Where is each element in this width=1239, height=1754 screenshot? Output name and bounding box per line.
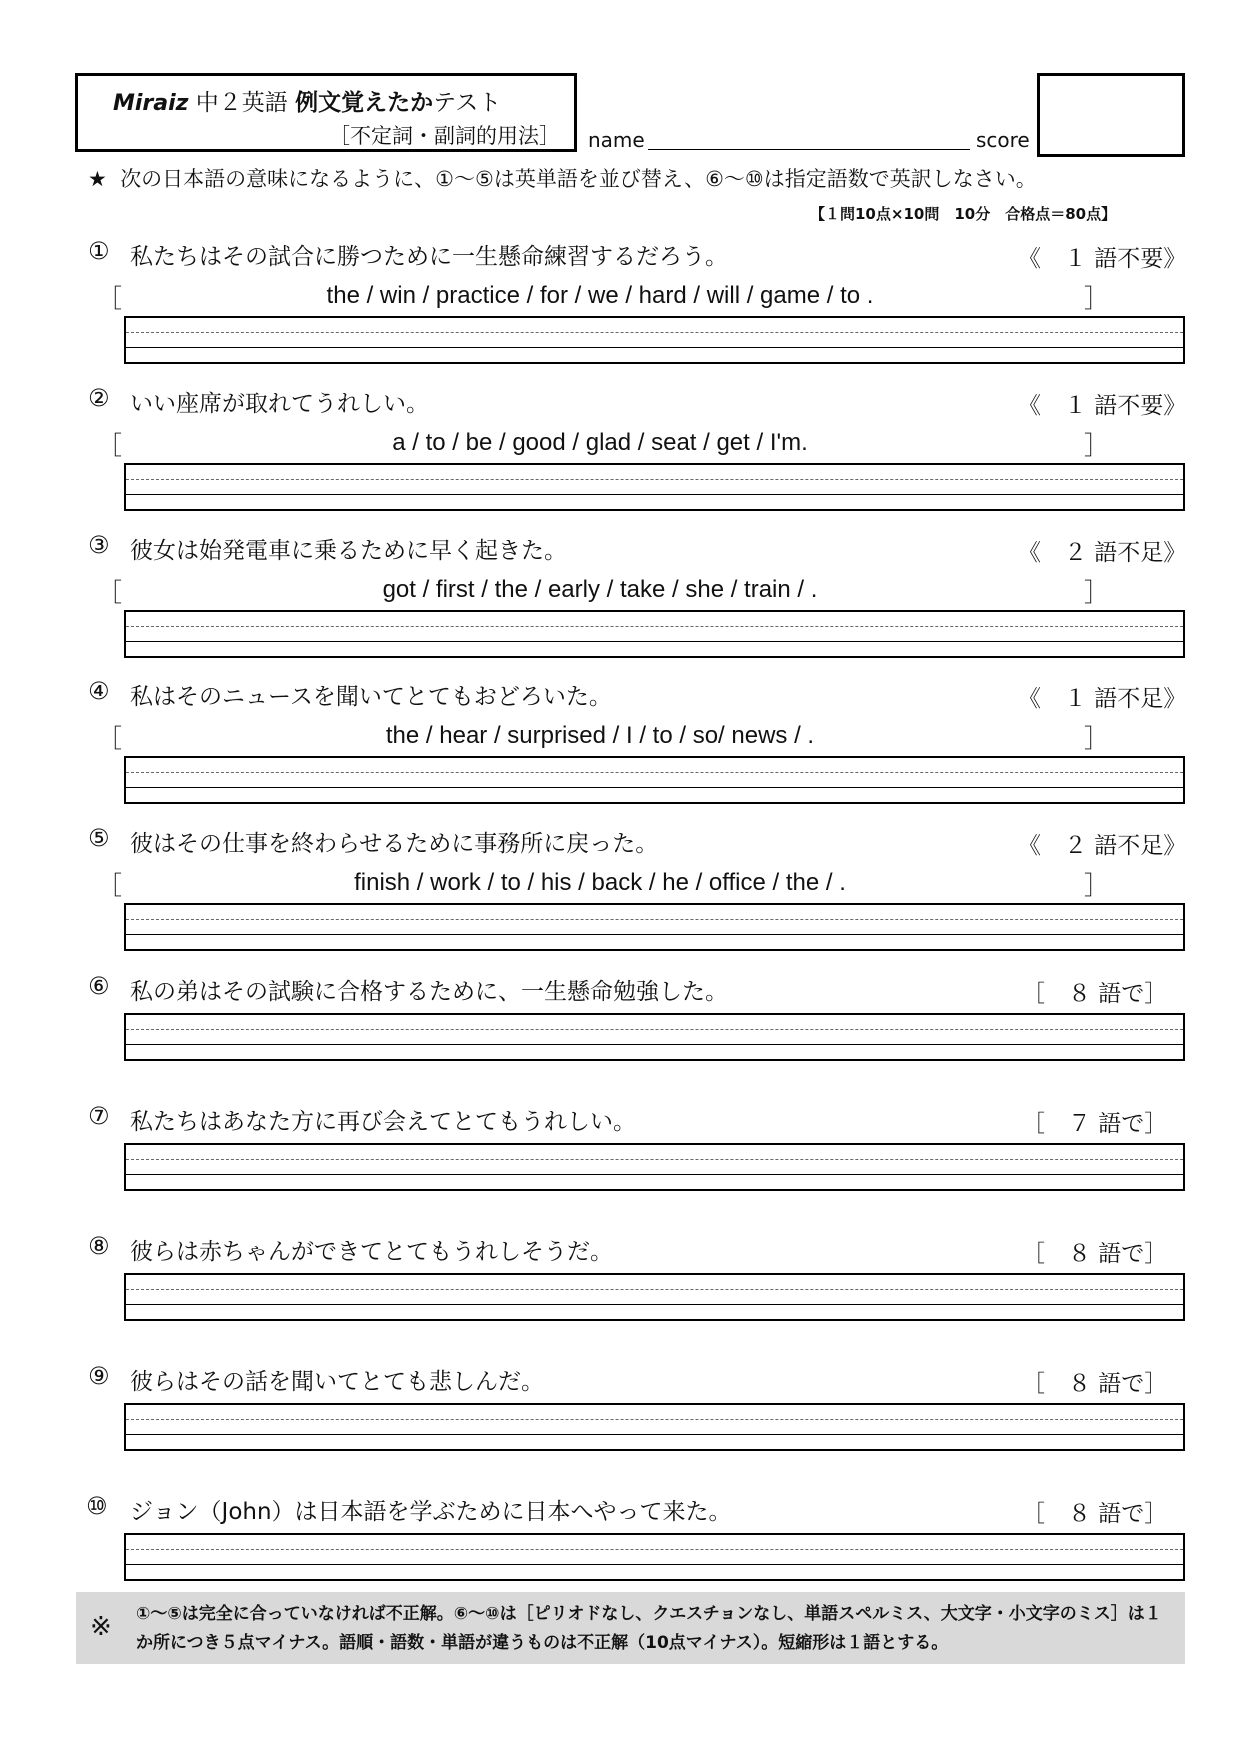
bracket-open: ［: [97, 871, 123, 900]
test-name-bold: 例文覚えたか: [295, 90, 434, 116]
name-label: name: [588, 128, 645, 152]
answer-box[interactable]: [124, 463, 1185, 511]
topic-label: ［不定詞・副詞的用法］: [329, 124, 560, 148]
question-japanese: 私たちはその試合に勝つために一生懸命練習するだろう。: [130, 244, 728, 270]
question-japanese: いい座席が取れてうれしい。: [130, 391, 429, 417]
question-number: ⑨: [88, 1362, 110, 1390]
title-box: [75, 73, 577, 152]
question-condition: 《 １ 語不要》: [1018, 393, 1187, 419]
question-condition: ［ ７ 語で］: [1022, 1111, 1168, 1137]
question-japanese: 彼女は始発電車に乗るために早く起きた。: [130, 538, 567, 564]
grading-note: [76, 1592, 1185, 1664]
answer-box[interactable]: [124, 1143, 1185, 1191]
question-condition: 《 ２ 語不足》: [1018, 540, 1187, 566]
note-text: ①〜⑤は完全に合っていなければ不正解。⑥〜⑩は［ピリオドなし、クエスチョンなし、単語スペルミス、大文字・小文字のミス］は１か所につき５点マイナス。語順・語数・単語が違うものは不正解（10点マイナス）。短縮形は１語とする。: [136, 1604, 1162, 1653]
question-condition: 《 １ 語不足》: [1018, 686, 1187, 712]
word-list: got / first / the / early / take / she / train / .: [382, 576, 818, 603]
answer-box[interactable]: [124, 1013, 1185, 1061]
question-number: ③: [88, 531, 110, 559]
question-condition: ［ ８ 語で］: [1022, 1371, 1168, 1397]
question-number: ⑥: [88, 972, 110, 1000]
answer-box[interactable]: [124, 903, 1185, 951]
test-name-rest: テスト: [433, 90, 502, 116]
score-field[interactable]: [1037, 73, 1185, 157]
question-number: ②: [88, 384, 110, 412]
test-title: [113, 84, 501, 117]
question-condition: 《 １ 語不要》: [1018, 246, 1187, 272]
bracket-open: ［: [97, 284, 123, 313]
question-japanese: 彼はその仕事を終わらせるために事務所に戻った。: [130, 831, 659, 857]
bracket-close: ］: [1084, 871, 1110, 900]
score-label: score: [976, 128, 1030, 152]
question-condition: ［ ８ 語で］: [1022, 981, 1168, 1007]
question-condition: 《 ２ 語不足》: [1018, 833, 1187, 859]
word-list: a / to / be / good / glad / seat / get / I'm.: [392, 429, 808, 456]
brand-logo: Miraiz: [113, 91, 189, 116]
answer-box[interactable]: [124, 610, 1185, 658]
question-number: ⑩: [86, 1492, 108, 1520]
question-number: ④: [88, 677, 110, 705]
star-icon: ★: [88, 167, 107, 191]
bracket-open: ［: [97, 724, 123, 753]
bracket-open: ［: [97, 431, 123, 460]
question-number: ⑧: [88, 1232, 110, 1260]
question-condition: ［ ８ 語で］: [1022, 1501, 1168, 1527]
question-japanese: 私の弟はその試験に合格するために、一生懸命勉強した。: [130, 979, 728, 1005]
word-list: the / win / practice / for / we / hard / will / game / to .: [326, 282, 874, 309]
question-japanese: 私たちはあなた方に再び会えてとてもうれしい。: [130, 1109, 636, 1135]
question-japanese: 彼らは赤ちゃんができてとてもうれしそうだ。: [130, 1239, 613, 1265]
answer-box[interactable]: [124, 316, 1185, 364]
word-list: finish / work / to / his / back / he / office / the / .: [354, 869, 846, 896]
bracket-close: ］: [1084, 431, 1110, 460]
question-japanese: 彼らはその話を聞いてとても悲しんだ。: [130, 1369, 544, 1395]
name-field[interactable]: [648, 149, 970, 150]
question-japanese: 私はそのニュースを聞いてとてもおどろいた。: [130, 684, 612, 710]
bracket-open: ［: [97, 578, 123, 607]
question-number: ⑤: [88, 824, 110, 852]
answer-box[interactable]: [124, 1533, 1185, 1581]
answer-box[interactable]: [124, 1403, 1185, 1451]
note-mark: ※: [90, 1612, 112, 1642]
grade-subject: 中２英語: [195, 90, 288, 116]
question-number: ①: [88, 237, 110, 265]
instructions: [88, 163, 1037, 193]
word-list: the / hear / surprised / I / to / so/ news / .: [385, 722, 815, 749]
bracket-close: ］: [1084, 284, 1110, 313]
question-number: ⑦: [88, 1102, 110, 1130]
question-condition: ［ ８ 語で］: [1022, 1241, 1168, 1267]
answer-box[interactable]: [124, 1273, 1185, 1321]
bracket-close: ］: [1084, 578, 1110, 607]
points-info: 【１問10点×10問 10分 合格点＝80点】: [810, 205, 1117, 223]
question-japanese: ジョン（John）は日本語を学ぶために日本へやって来た。: [130, 1499, 732, 1525]
answer-box[interactable]: [124, 756, 1185, 804]
instructions-text: 次の日本語の意味になるように、①〜⑤は英単語を並び替え、⑥〜⑩は指定語数で英訳しなさい。: [120, 167, 1037, 191]
bracket-close: ］: [1084, 724, 1110, 753]
